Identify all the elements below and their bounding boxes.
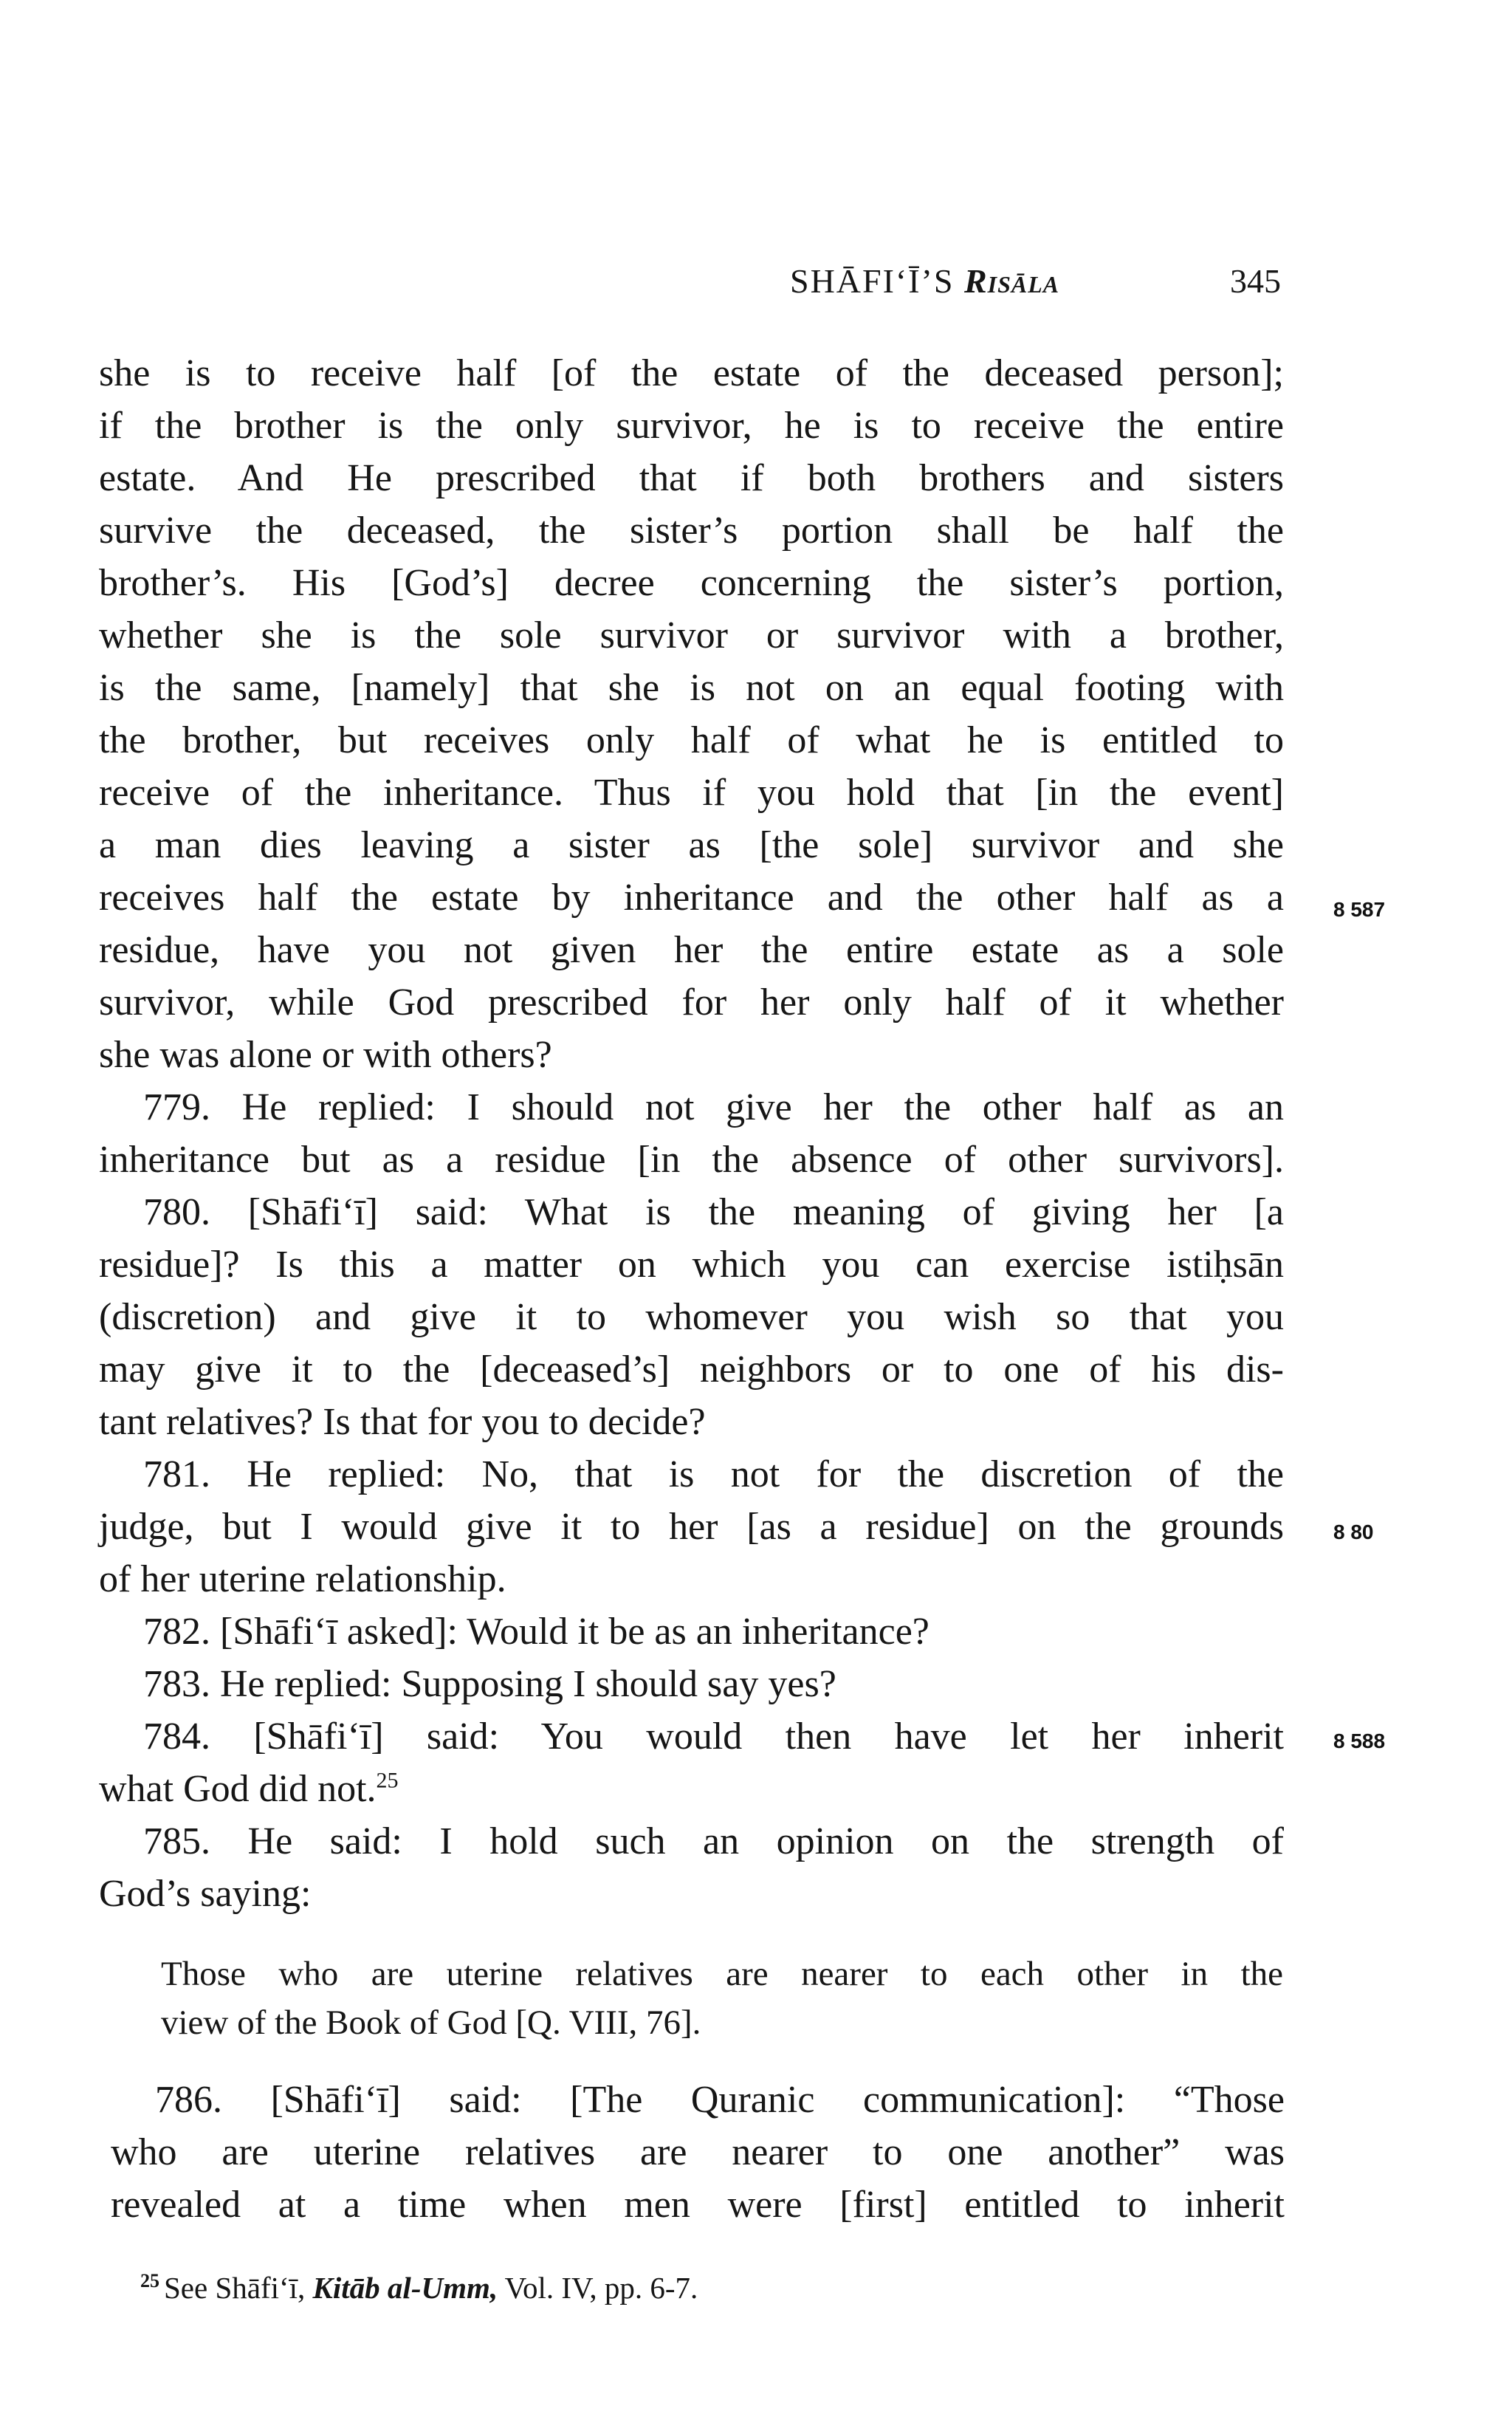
footnote-reference[interactable]: 25: [376, 1768, 399, 1793]
text-line: of her uterine relationship.: [99, 1558, 506, 1600]
text-line: residue, have you not given her the entire estate as a sole: [99, 929, 1284, 971]
running-title-prefix: SHĀFI‘Ī’S: [790, 262, 955, 300]
text-line: receives half the estate by inheritance and the other half as a: [99, 877, 1284, 919]
footnote-title: Kitāb al-Umm,: [312, 2271, 498, 2305]
text-line: she is to receive half [of the estate of the deceased person];: [99, 352, 1284, 394]
text-line: tant relatives? Is that for you to decide?: [99, 1401, 706, 1443]
text-line: residue]? Is this a matter on which you can exercise istiḥsān: [99, 1244, 1284, 1286]
footnote-suffix: Vol. IV, pp. 6-7.: [504, 2271, 698, 2305]
margin-reference: 8 80: [1333, 1521, 1374, 1543]
quote-line: view of the Book of God [Q. VIII, 76].: [161, 2003, 701, 2042]
text-line: may give it to the [deceased’s] neighbors or to one of his dis-: [99, 1348, 1284, 1391]
text-line: the brother, but receives only half of what he is entitled to: [99, 719, 1284, 761]
paragraph-779-line: 779. He replied: I should not give her the other half as an: [143, 1086, 1284, 1128]
text-line: if the brother is the only survivor, he is to receive the entire: [99, 405, 1284, 447]
text-line: revealed at a time when men were [first] entitled to inherit: [111, 2184, 1285, 2226]
text-line: is the same, [namely] that she is not on an equal footing with: [99, 667, 1284, 709]
text-line-with-note: [99, 1763, 1284, 1815]
paragraph-780-line: 780. [Shāfi‘ī] said: What is the meaning of giving her [a: [143, 1191, 1284, 1233]
footnote-mark: 25: [140, 2270, 159, 2292]
body-text-continued: [111, 2074, 1285, 2231]
text-line: what God did not.: [99, 1768, 377, 1810]
paragraph-785-line: 785. He said: I hold such an opinion on the strength of: [143, 1820, 1284, 1862]
running-header: [790, 256, 1281, 307]
block-quote: [161, 1950, 1283, 2047]
paragraph-786-line: 786. [Shāfi‘ī] said: [The Quranic communication]: “Those: [155, 2079, 1285, 2121]
text-line: judge, but I would give it to her [as a residue] on the grounds: [99, 1506, 1284, 1548]
text-line: God’s saying:: [99, 1873, 312, 1915]
quote-line: Those who are uterine relatives are nearer to each other in the: [161, 1955, 1283, 1993]
margin-reference: 8 587: [1333, 898, 1386, 921]
footnote-prefix: See Shāfi‘ī,: [164, 2271, 306, 2305]
margin-reference: 8 588: [1333, 1729, 1386, 1752]
text-line: inheritance but as a residue [in the absence of other survivors].: [99, 1139, 1284, 1181]
text-line: survivor, while God prescribed for her only half of it whether: [99, 981, 1284, 1024]
text-line: she was alone or with others?: [99, 1034, 552, 1076]
text-line: who are uterine relatives are nearer to one another” was: [111, 2131, 1285, 2173]
paragraph-783-line: 783. He replied: Supposing I should say yes?: [143, 1663, 836, 1705]
text-line: receive of the inheritance. Thus if you hold that [in the event]: [99, 772, 1284, 814]
text-line: (discretion) and give it to whomever you wish so that you: [99, 1296, 1284, 1338]
text-line: brother’s. His [God’s] decree concerning the sister’s portion,: [99, 562, 1284, 604]
text-line: estate. And He prescribed that if both brothers and sisters: [99, 457, 1284, 499]
page-number: 345: [1230, 262, 1281, 300]
body-text: [99, 347, 1284, 1920]
running-title: [790, 256, 1059, 307]
text-line: whether she is the sole survivor or survivor with a brother,: [99, 614, 1284, 657]
text-line: survive the deceased, the sister’s portion shall be half the: [99, 510, 1284, 552]
paragraph-784-line: 784. [Shāfi‘ī] said: You would then have let her inherit: [143, 1715, 1284, 1758]
footnote: [140, 2266, 698, 2310]
running-title-work: Risāla: [963, 262, 1060, 300]
text-line: a man dies leaving a sister as [the sole] survivor and she: [99, 824, 1284, 866]
paragraph-782-line: 782. [Shāfi‘ī asked]: Would it be as an inheritance?: [143, 1611, 929, 1653]
paragraph-781-line: 781. He replied: No, that is not for the discretion of the: [143, 1453, 1284, 1495]
